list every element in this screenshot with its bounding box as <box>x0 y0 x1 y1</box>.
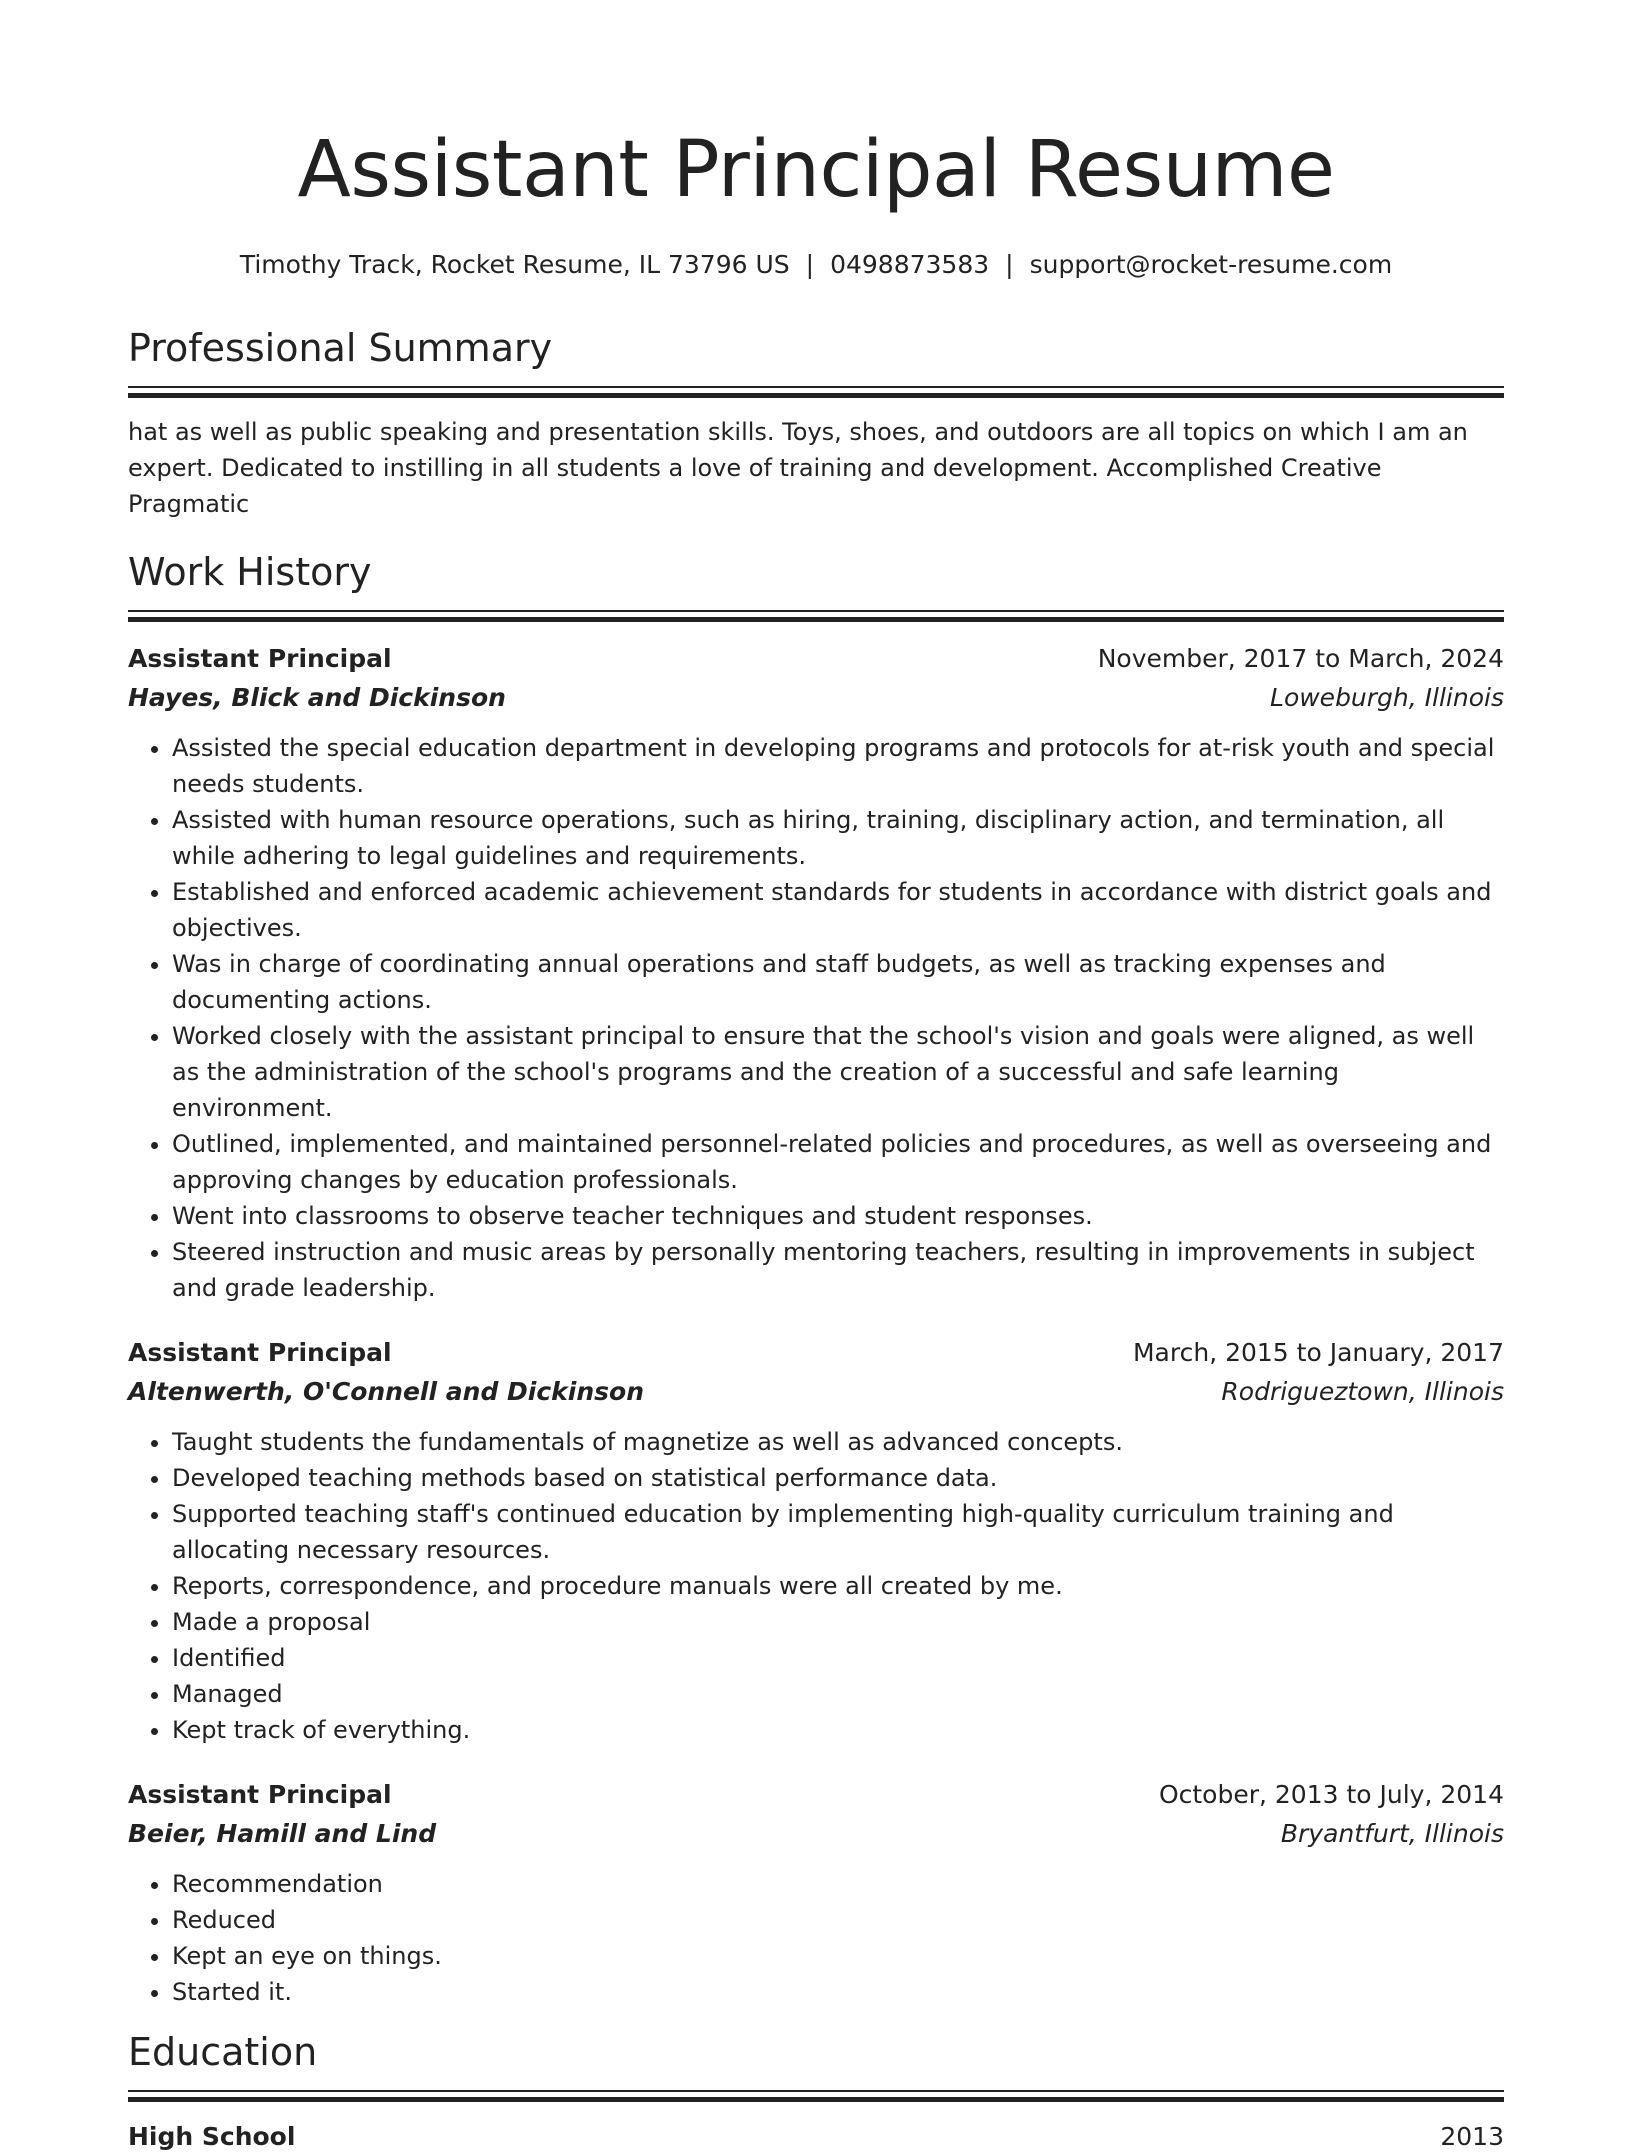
job-header-row <box>128 640 1504 678</box>
section-divider <box>128 610 1504 622</box>
job-bullet: • Went into classrooms to observe teacher techniques and student responses. <box>172 1198 1504 1234</box>
page-title: Assistant Principal Resume <box>297 125 1335 215</box>
job-location: Loweburgh, Illinois <box>1270 683 1504 712</box>
job-location: Rodrigueztown, Illinois <box>1221 1377 1504 1406</box>
summary-section <box>128 324 1504 522</box>
section-divider <box>128 386 1504 398</box>
job-bullet: • Was in charge of coordinating annual operations and staff budgets, as well as tracking expenses and documenting actions. <box>172 946 1504 1018</box>
job-bullet: • Recommendation <box>172 1866 1504 1902</box>
job-bullet: • Identified <box>172 1640 1504 1676</box>
job-bullet: • Kept track of everything. <box>172 1712 1504 1748</box>
job-entry <box>128 640 1504 1306</box>
job-bullet: • Started it. <box>172 1974 1504 2010</box>
education-year: 2013 <box>1440 2122 1504 2151</box>
job-bullet: • Established and enforced academic achievement standards for students in accordance with district goals and objectives. <box>172 874 1504 946</box>
job-dates: October, 2013 to July, 2014 <box>1158 1780 1504 1809</box>
education-section <box>128 2028 1504 2156</box>
job-company: Beier, Hamill and Lind <box>128 1819 437 1848</box>
job-company-row <box>128 678 1504 718</box>
contact-email[interactable]: support@rocket-resume.com <box>1029 250 1393 279</box>
job-bullet: • Managed <box>172 1676 1504 1712</box>
job-header-row <box>128 1776 1504 1814</box>
job-bullet: • Reports, correspondence, and procedure manuals were all created by me. <box>172 1568 1504 1604</box>
contact-separator: | <box>805 250 815 279</box>
section-heading-summary: Professional Summary <box>128 326 553 370</box>
education-entry <box>128 2118 1504 2156</box>
job-bullet: • Assisted the special education department in developing programs and protocols for at-risk youth and special needs students. <box>172 730 1504 802</box>
education-degree: High School <box>128 2122 296 2151</box>
contact-line <box>128 248 1504 282</box>
job-bullet: • Reduced <box>172 1902 1504 1938</box>
section-heading-education: Education <box>128 2030 318 2074</box>
job-title: Assistant Principal <box>128 644 392 673</box>
job-entry <box>128 1334 1504 1748</box>
job-bullet: • Assisted with human resource operations, such as hiring, training, disciplinary action, and termination, all while adhering to legal guidelines and requirements. <box>172 802 1504 874</box>
job-entry <box>128 1776 1504 2010</box>
job-title: Assistant Principal <box>128 1780 392 1809</box>
job-bullet-list <box>128 730 1504 1306</box>
work-history-section <box>128 548 1504 2010</box>
contact-address: Timothy Track, Rocket Resume, IL 73796 US <box>239 250 790 279</box>
job-bullet: • Worked closely with the assistant principal to ensure that the school's vision and goals were aligned, as well as the administration of the school's programs and the creation of a successful and safe learning environment. <box>172 1018 1504 1126</box>
job-location: Bryantfurt, Illinois <box>1280 1819 1504 1848</box>
contact-separator: | <box>1005 250 1014 279</box>
job-company-row <box>128 1372 1504 1412</box>
job-company: Hayes, Blick and Dickinson <box>128 683 506 712</box>
job-company-row <box>128 1814 1504 1854</box>
job-bullet: • Outlined, implemented, and maintained personnel-related policies and procedures, as well as overseeing and approving changes by education professionals. <box>172 1126 1504 1198</box>
section-heading-work-history: Work History <box>128 550 372 594</box>
job-company: Altenwerth, O'Connell and Dickinson <box>128 1377 645 1406</box>
job-title: Assistant Principal <box>128 1338 392 1367</box>
job-bullet: • Taught students the fundamentals of magnetize as well as advanced concepts. <box>172 1424 1504 1460</box>
job-dates: November, 2017 to March, 2024 <box>1097 644 1504 673</box>
job-bullet-list <box>128 1866 1504 2010</box>
job-dates: March, 2015 to January, 2017 <box>1132 1338 1504 1367</box>
job-bullet: • Supported teaching staff's continued education by implementing high-quality curriculum training and allocating necessary resources. <box>172 1496 1504 1568</box>
summary-text: hat as well as public speaking and presentation skills. Toys, shoes, and outdoors are all topics on which I am an expert. Dedicated to instilling in all students a love of training and development. Accomplished Creative Pragmatic <box>128 418 1468 518</box>
job-bullet: • Steered instruction and music areas by personally mentoring teachers, resulting in improvements in subject and grade leadership. <box>172 1234 1504 1306</box>
job-bullet: • Developed teaching methods based on statistical performance data. <box>172 1460 1504 1496</box>
job-bullet: • Made a proposal <box>172 1604 1504 1640</box>
job-bullet-list <box>128 1424 1504 1748</box>
contact-phone: 0498873583 <box>830 250 990 279</box>
job-header-row <box>128 1334 1504 1372</box>
job-bullet: • Kept an eye on things. <box>172 1938 1504 1974</box>
section-divider <box>128 2090 1504 2102</box>
